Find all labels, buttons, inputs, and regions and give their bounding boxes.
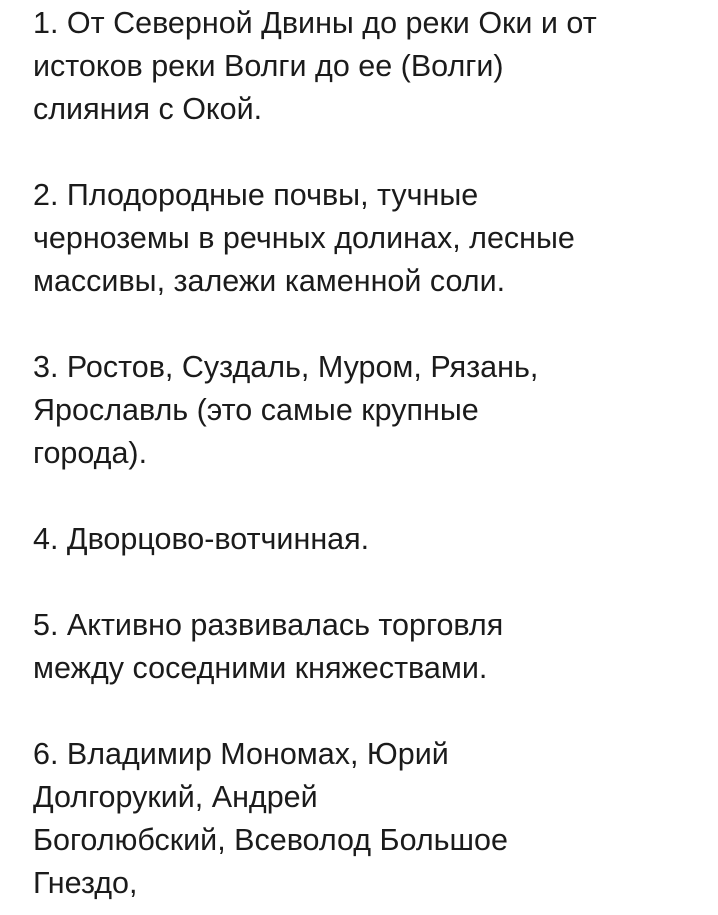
answer-item-6 (33, 733, 703, 905)
text-line: 4. Дворцово-вотчинная. (33, 522, 370, 556)
text-line: массивы, залежи каменной соли. (33, 264, 506, 298)
text-line: истоков реки Волги до ее (Волги) (33, 49, 504, 83)
text-line: 5. Активно развивалась торговля (33, 608, 504, 642)
answer-item-2 (33, 174, 703, 303)
text-line: черноземы в речных долинах, лесные (33, 221, 575, 255)
text-line: Гнездо, (33, 866, 138, 900)
answer-item-1 (33, 2, 703, 131)
text-line: Долгорукий, Андрей (33, 780, 318, 814)
text-line: города). (33, 436, 148, 470)
text-line: 3. Ростов, Суздаль, Муром, Рязань, (33, 350, 539, 384)
answer-item-5 (33, 604, 703, 690)
text-line: 2. Плодородные почвы, тучные (33, 178, 479, 212)
text-line: Ярославль (это самые крупные (33, 393, 479, 427)
text-line: Боголюбский, Всеволод Большое (33, 823, 508, 857)
text-line: между соседними княжествами. (33, 651, 488, 685)
answer-document (33, 2, 703, 905)
answer-item-4 (33, 518, 703, 561)
answer-item-3 (33, 346, 703, 475)
text-line: слияния с Окой. (33, 92, 263, 126)
text-line: 1. От Северной Двины до реки Оки и от (33, 6, 597, 40)
text-line: 6. Владимир Мономах, Юрий (33, 737, 449, 771)
